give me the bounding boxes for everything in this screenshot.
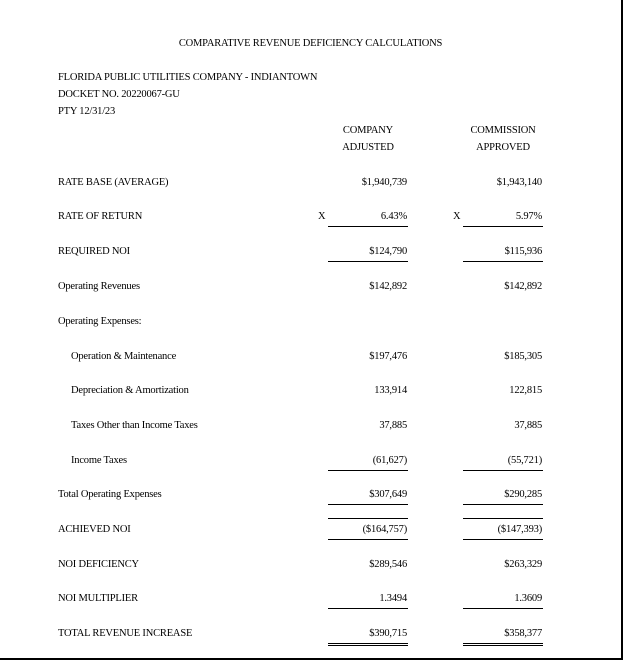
total-revenue-increase-label: TOTAL REVENUE INCREASE bbox=[58, 628, 193, 639]
total-opex-label: Total Operating Expenses bbox=[58, 489, 162, 500]
total-revenue-increase-company: $390,715 bbox=[369, 628, 407, 639]
underline-total-opex-company bbox=[328, 504, 408, 505]
company-header-line1: COMPANY bbox=[342, 125, 394, 136]
underline-achieved-noi-company bbox=[328, 539, 408, 540]
underline-income-taxes-commission bbox=[463, 470, 543, 471]
required-noi-company: $124,790 bbox=[369, 246, 407, 257]
noi-multiplier-company: 1.3494 bbox=[379, 593, 407, 604]
total-opex-company: $307,649 bbox=[369, 489, 407, 500]
required-noi-commission: $115,936 bbox=[504, 246, 542, 257]
rate-of-return-company: 6.43% bbox=[380, 211, 407, 222]
taxes-other-commission: 37,885 bbox=[514, 420, 542, 431]
commission-header-line1: COMMISSION bbox=[470, 125, 536, 136]
rate-base-commission: $1,943,140 bbox=[496, 177, 542, 188]
multiply-sign-commission: X bbox=[453, 211, 461, 222]
company-name: FLORIDA PUBLIC UTILITIES COMPANY - INDIANTOWN bbox=[58, 72, 318, 83]
total-revenue-increase-commission: $358,377 bbox=[504, 628, 542, 639]
rate-of-return-label: RATE OF RETURN bbox=[58, 211, 143, 222]
operating-revenues-commission: $142,892 bbox=[504, 281, 542, 292]
noi-deficiency-label: NOI DEFICIENCY bbox=[58, 559, 139, 570]
income-taxes-commission: (55,721) bbox=[507, 455, 542, 466]
double-underline-top-company bbox=[328, 643, 408, 644]
double-underline-bottom-commission bbox=[463, 645, 543, 646]
double-underline-bottom-company bbox=[328, 645, 408, 646]
achieved-noi-commission: ($147,393) bbox=[497, 524, 542, 535]
double-underline-top-commission bbox=[463, 643, 543, 644]
docket-number: DOCKET NO. 20220067-GU bbox=[58, 89, 180, 100]
required-noi-label: REQUIRED NOI bbox=[58, 246, 130, 257]
noi-deficiency-company: $289,546 bbox=[369, 559, 407, 570]
rate-base-label: RATE BASE (AVERAGE) bbox=[58, 177, 169, 188]
achieved-noi-label: ACHIEVED NOI bbox=[58, 524, 131, 535]
om-commission: $185,305 bbox=[504, 351, 542, 362]
underline-rate-of-return-commission bbox=[463, 226, 543, 227]
multiply-sign-company: X bbox=[318, 211, 326, 222]
operating-revenues-company: $142,892 bbox=[369, 281, 407, 292]
depreciation-label: Depreciation & Amortization bbox=[71, 385, 189, 396]
rate-base-company: $1,940,739 bbox=[361, 177, 407, 188]
test-period: PTY 12/31/23 bbox=[58, 106, 116, 117]
underline-noi-multiplier-company bbox=[328, 608, 408, 609]
overline-achieved-noi-commission bbox=[463, 518, 543, 519]
underline-required-noi-commission bbox=[463, 261, 543, 262]
underline-total-opex-commission bbox=[463, 504, 543, 505]
company-header-line2: ADJUSTED bbox=[342, 142, 394, 153]
overline-achieved-noi-company bbox=[328, 518, 408, 519]
om-company: $197,476 bbox=[369, 351, 407, 362]
operating-expenses-heading: Operating Expenses: bbox=[58, 316, 142, 327]
company-adjusted-header bbox=[318, 122, 418, 156]
commission-approved-header bbox=[453, 122, 553, 156]
commission-header-line2: APPROVED bbox=[476, 142, 530, 153]
underline-achieved-noi-commission bbox=[463, 539, 543, 540]
income-taxes-label: Income Taxes bbox=[71, 455, 127, 466]
operating-revenues-label: Operating Revenues bbox=[58, 281, 140, 292]
underline-noi-multiplier-commission bbox=[463, 608, 543, 609]
noi-deficiency-commission: $263,329 bbox=[504, 559, 542, 570]
rate-of-return-commission: 5.97% bbox=[515, 211, 542, 222]
taxes-other-company: 37,885 bbox=[379, 420, 407, 431]
underline-income-taxes-company bbox=[328, 470, 408, 471]
underline-required-noi-company bbox=[328, 261, 408, 262]
noi-multiplier-label: NOI MULTIPLIER bbox=[58, 593, 138, 604]
depreciation-company: 133,914 bbox=[374, 385, 407, 396]
taxes-other-label: Taxes Other than Income Taxes bbox=[71, 420, 198, 431]
depreciation-commission: 122,815 bbox=[509, 385, 542, 396]
underline-rate-of-return-company bbox=[328, 226, 408, 227]
achieved-noi-company: ($164,757) bbox=[362, 524, 407, 535]
document-title: COMPARATIVE REVENUE DEFICIENCY CALCULATIONS bbox=[178, 38, 443, 49]
om-label: Operation & Maintenance bbox=[71, 351, 177, 362]
total-opex-commission: $290,285 bbox=[504, 489, 542, 500]
income-taxes-company: (61,627) bbox=[372, 455, 407, 466]
noi-multiplier-commission: 1.3609 bbox=[514, 593, 542, 604]
